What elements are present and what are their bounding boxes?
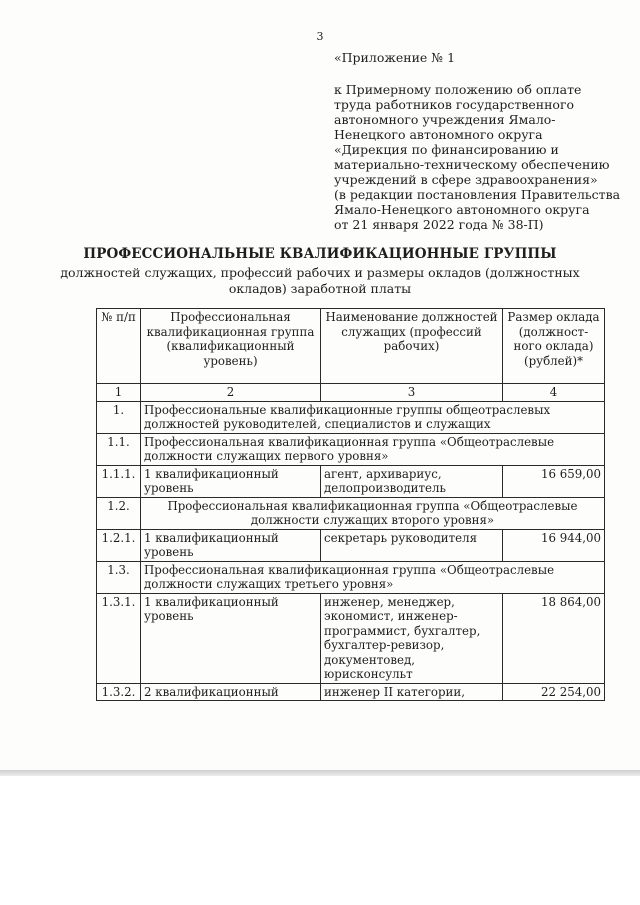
header-positions: Наименование должностей служащих (профессий рабочих) [321, 309, 503, 384]
table-row [97, 433, 605, 465]
group-title: Профессиональная квалификационная группа «Общеотраслевые должности служащих второго уровня» [141, 497, 605, 529]
page-edge-shadow [0, 770, 640, 776]
group-title: Профессиональная квалификационная группа «Общеотраслевые должности служащих первого уровня» [141, 433, 605, 465]
table-row [97, 401, 605, 433]
annex-line: «Дирекция по финансированию и [334, 142, 559, 157]
salary-value: 18 864,00 [503, 593, 605, 683]
annex-title: «Приложение № 1 [334, 50, 456, 65]
table-row [97, 497, 605, 529]
annex-line: Ямало-Ненецкого автономного округа [334, 202, 590, 217]
page-number: 3 [316, 30, 324, 43]
qualification-level: 1 квалификационный уровень [141, 465, 321, 497]
positions-list: секретарь руководителя [321, 529, 503, 561]
salary-value: 16 944,00 [503, 529, 605, 561]
row-number: 1.2. [97, 497, 141, 529]
header-group: Профессиональная квалификационная группа (квалификационный уровень) [141, 309, 321, 384]
row-number: 1.1.1. [97, 465, 141, 497]
column-number-row [97, 384, 605, 402]
table-row [97, 529, 605, 561]
column-number: 2 [141, 384, 321, 402]
annex-line: труда работников государственного [334, 97, 575, 112]
table-row [97, 561, 605, 593]
group-title: Профессиональная квалификационная группа «Общеотраслевые должности служащих третьего уровня» [141, 561, 605, 593]
row-number: 1.3.2. [97, 683, 141, 701]
annex-line: к Примерному положению об оплате [334, 82, 582, 97]
salary-value: 22 254,00 [503, 683, 605, 701]
annex-line: (в редакции постановления Правительства [334, 187, 621, 202]
header-salary: Размер оклада (должност-ного оклада) (рублей)* [503, 309, 605, 384]
document-subtitle: должностей служащих, профессий рабочих и размеры окладов (должностных окладов) заработной платы [60, 265, 580, 296]
positions-list: агент, архивариус, делопроизводитель [321, 465, 503, 497]
column-number: 4 [503, 384, 605, 402]
salary-value: 16 659,00 [503, 465, 605, 497]
qualification-level: 1 квалификационный уровень [141, 529, 321, 561]
annex-description [334, 82, 624, 232]
qualification-level: 2 квалификационный [141, 683, 321, 701]
annex-line: от 21 января 2022 года № 38-П) [334, 217, 544, 232]
table-header-row [97, 309, 605, 384]
table-row [97, 683, 605, 701]
qualification-level: 1 квалификационный уровень [141, 593, 321, 683]
row-number: 1.3.1. [97, 593, 141, 683]
annex-line: Ненецкого автономного округа [334, 127, 543, 142]
header-num: № п/п [97, 309, 141, 384]
positions-list: инженер, менеджер, экономист, инженер-программист, бухгалтер, бухгалтер-ревизор, документовед, юрисконсульт [321, 593, 503, 683]
salary-table [96, 308, 605, 701]
group-title: Профессиональные квалификационные группы общеотраслевых должностей руководителей, специалистов и служащих [141, 401, 605, 433]
column-number: 1 [97, 384, 141, 402]
row-number: 1.1. [97, 433, 141, 465]
row-number: 1. [97, 401, 141, 433]
row-number: 1.2.1. [97, 529, 141, 561]
table-row [97, 593, 605, 683]
row-number: 1.3. [97, 561, 141, 593]
annex-line: учреждений в сфере здравоохранения» [334, 172, 598, 187]
column-number: 3 [321, 384, 503, 402]
annex-line: автономного учреждения Ямало- [334, 112, 556, 127]
document-title: ПРОФЕССИОНАЛЬНЫЕ КВАЛИФИКАЦИОННЫЕ ГРУППЫ [83, 246, 557, 262]
annex-line: материально-техническому обеспечению [334, 157, 610, 172]
table-row [97, 465, 605, 497]
positions-list: инженер II категории, [321, 683, 503, 701]
